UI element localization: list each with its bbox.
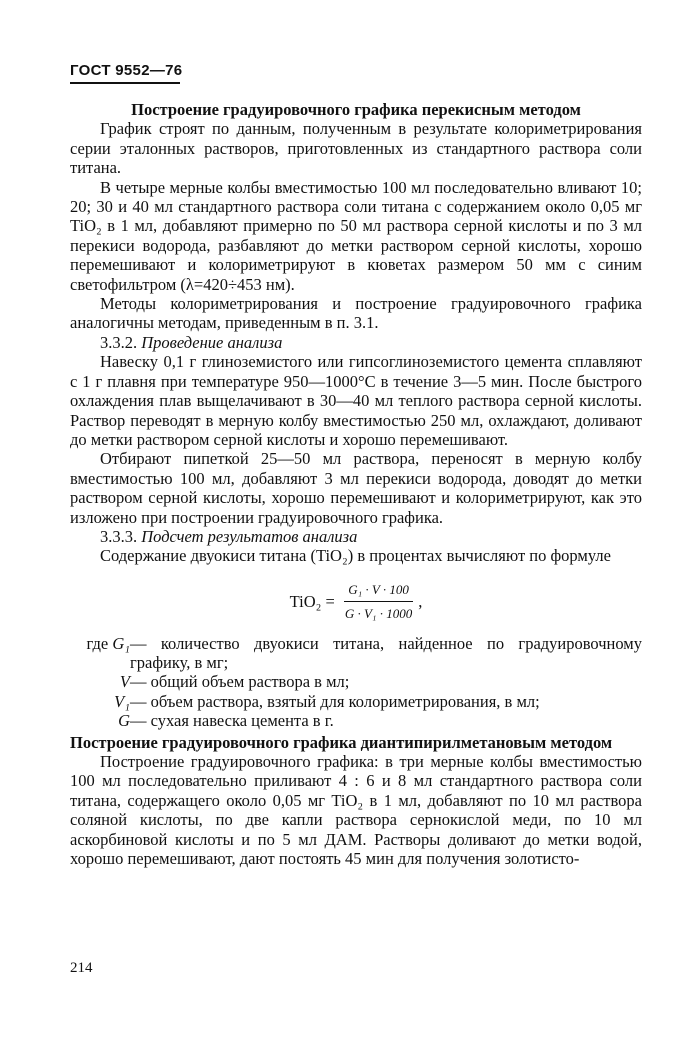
paragraph: Содержание двуокиси титана (TiO₂) в процентах вычисляют по формуле	[100, 546, 611, 566]
definition-text: — количество двуокиси титана, найденное по градуировочному графику, в мг;	[130, 633, 642, 672]
formula-tail: ,	[418, 591, 423, 611]
variable-definitions	[70, 634, 642, 731]
formula	[70, 580, 642, 624]
definition-text: — сухая навеска цемента в г.	[130, 711, 334, 731]
section-heading-peroxide: Построение градуировочного графика перекисным методом	[131, 100, 581, 119]
definition-lead	[70, 634, 130, 673]
formula-denominator: G · V₁ · 1000	[344, 606, 413, 622]
paragraph: Навеску 0,1 г глиноземистого или гипсоглиноземистого цемента сплавляют с 1 г плавня при температуре 950—1000°С в течение 3—5 мин. После быстрого охлаждения плав выщелачивают в 30—40 мл теплого раствора серной кислоты. Раствор переводят в мерную колбу вместимостью 250 мл, охлаждают, доливают до метки раствором серной кислоты и хорошо перемешивают.	[70, 352, 642, 449]
definition-symbol: V₁	[114, 691, 130, 711]
standard-code-header: ГОСТ 9552—76	[70, 62, 180, 84]
section-heading-diantipyrylmethane: Построение градуировочного графика диантипирилметановым методом	[70, 732, 613, 752]
definition-item	[70, 692, 642, 711]
definition-symbol: G	[118, 711, 130, 731]
definition-lead	[70, 672, 130, 691]
paragraph: В четыре мерные колбы вместимостью 100 мл последовательно вливают 10; 20; 30 и 40 мл стандартного раствора соли титана с содержанием около 0,05 мг TiO₂ в 1 мл, добавляют примерно по 50 мл раствора серной кислоты и по 3 мл перекиси водорода, разбавляют до метки раствором серной кислоты, хорошо перемешивают и колориметрируют в кюветах размером 50 мм с синим светофильтром (λ=420÷453 нм).	[70, 177, 642, 294]
subsection-title-3-3-3	[70, 527, 642, 546]
formula-lhs: TiO₂ =	[289, 591, 335, 611]
definition-intro: где	[86, 633, 109, 653]
document-body	[70, 100, 642, 868]
definition-symbol: G₁	[112, 633, 130, 653]
definition-symbol: V	[119, 672, 130, 692]
formula-fraction	[341, 580, 416, 624]
paragraph: График строят по данным, полученным в результате колориметрирования серии эталонных растворов, приготовленных из стандартного раствора соли титана.	[70, 119, 642, 178]
document-page	[70, 62, 642, 868]
formula-numerator: G₁ · V · 100	[344, 580, 413, 602]
paragraph: Отбирают пипеткой 25—50 мл раствора, переносят в мерную колбу вместимостью 100 мл, добавляют 3 мл перекиси водорода, доводят до метки раствором серной кислоты, хорошо перемешивают и колориметрируют, как это изложено при построении градуировочного графика.	[70, 449, 642, 527]
subsection-title: Проведение анализа	[141, 332, 283, 352]
paragraph: Методы колориметрирования и построение градуировочного графика аналогичны методам, приведенным в п. 3.1.	[70, 294, 642, 333]
paragraph: Построение градуировочного графика: в три мерные колбы вместимостью 100 мл последовательно приливают 4 : 6 и 8 мл стандартного раствора соли титана, содержащего около 0,05 мг TiO₂ в 1 мл, добавляют по 10 мл раствора соляной кислоты, по две капли раствора сернокислой меди, по 10 мл аскорбиновой кислоты и по 5 мл ДАМ. Растворы доливают до метки водой, хорошо перемешивают, дают постоять 45 мин для получения золотисто-	[70, 752, 642, 869]
page-number: 214	[70, 960, 93, 976]
subsection-title: Подсчет результатов анализа	[141, 526, 358, 546]
definition-item	[70, 711, 642, 730]
subsection-number: 3.3.2.	[100, 332, 138, 352]
definition-item	[70, 672, 642, 691]
subsection-title-3-3-2	[70, 333, 642, 352]
definition-lead	[70, 711, 130, 730]
definition-lead	[70, 692, 130, 711]
definition-text: — общий объем раствора в мл;	[130, 672, 350, 692]
definition-item	[70, 634, 642, 673]
definition-text: — объем раствора, взятый для колориметрирования, в мл;	[130, 691, 540, 711]
subsection-number: 3.3.3.	[100, 526, 138, 546]
